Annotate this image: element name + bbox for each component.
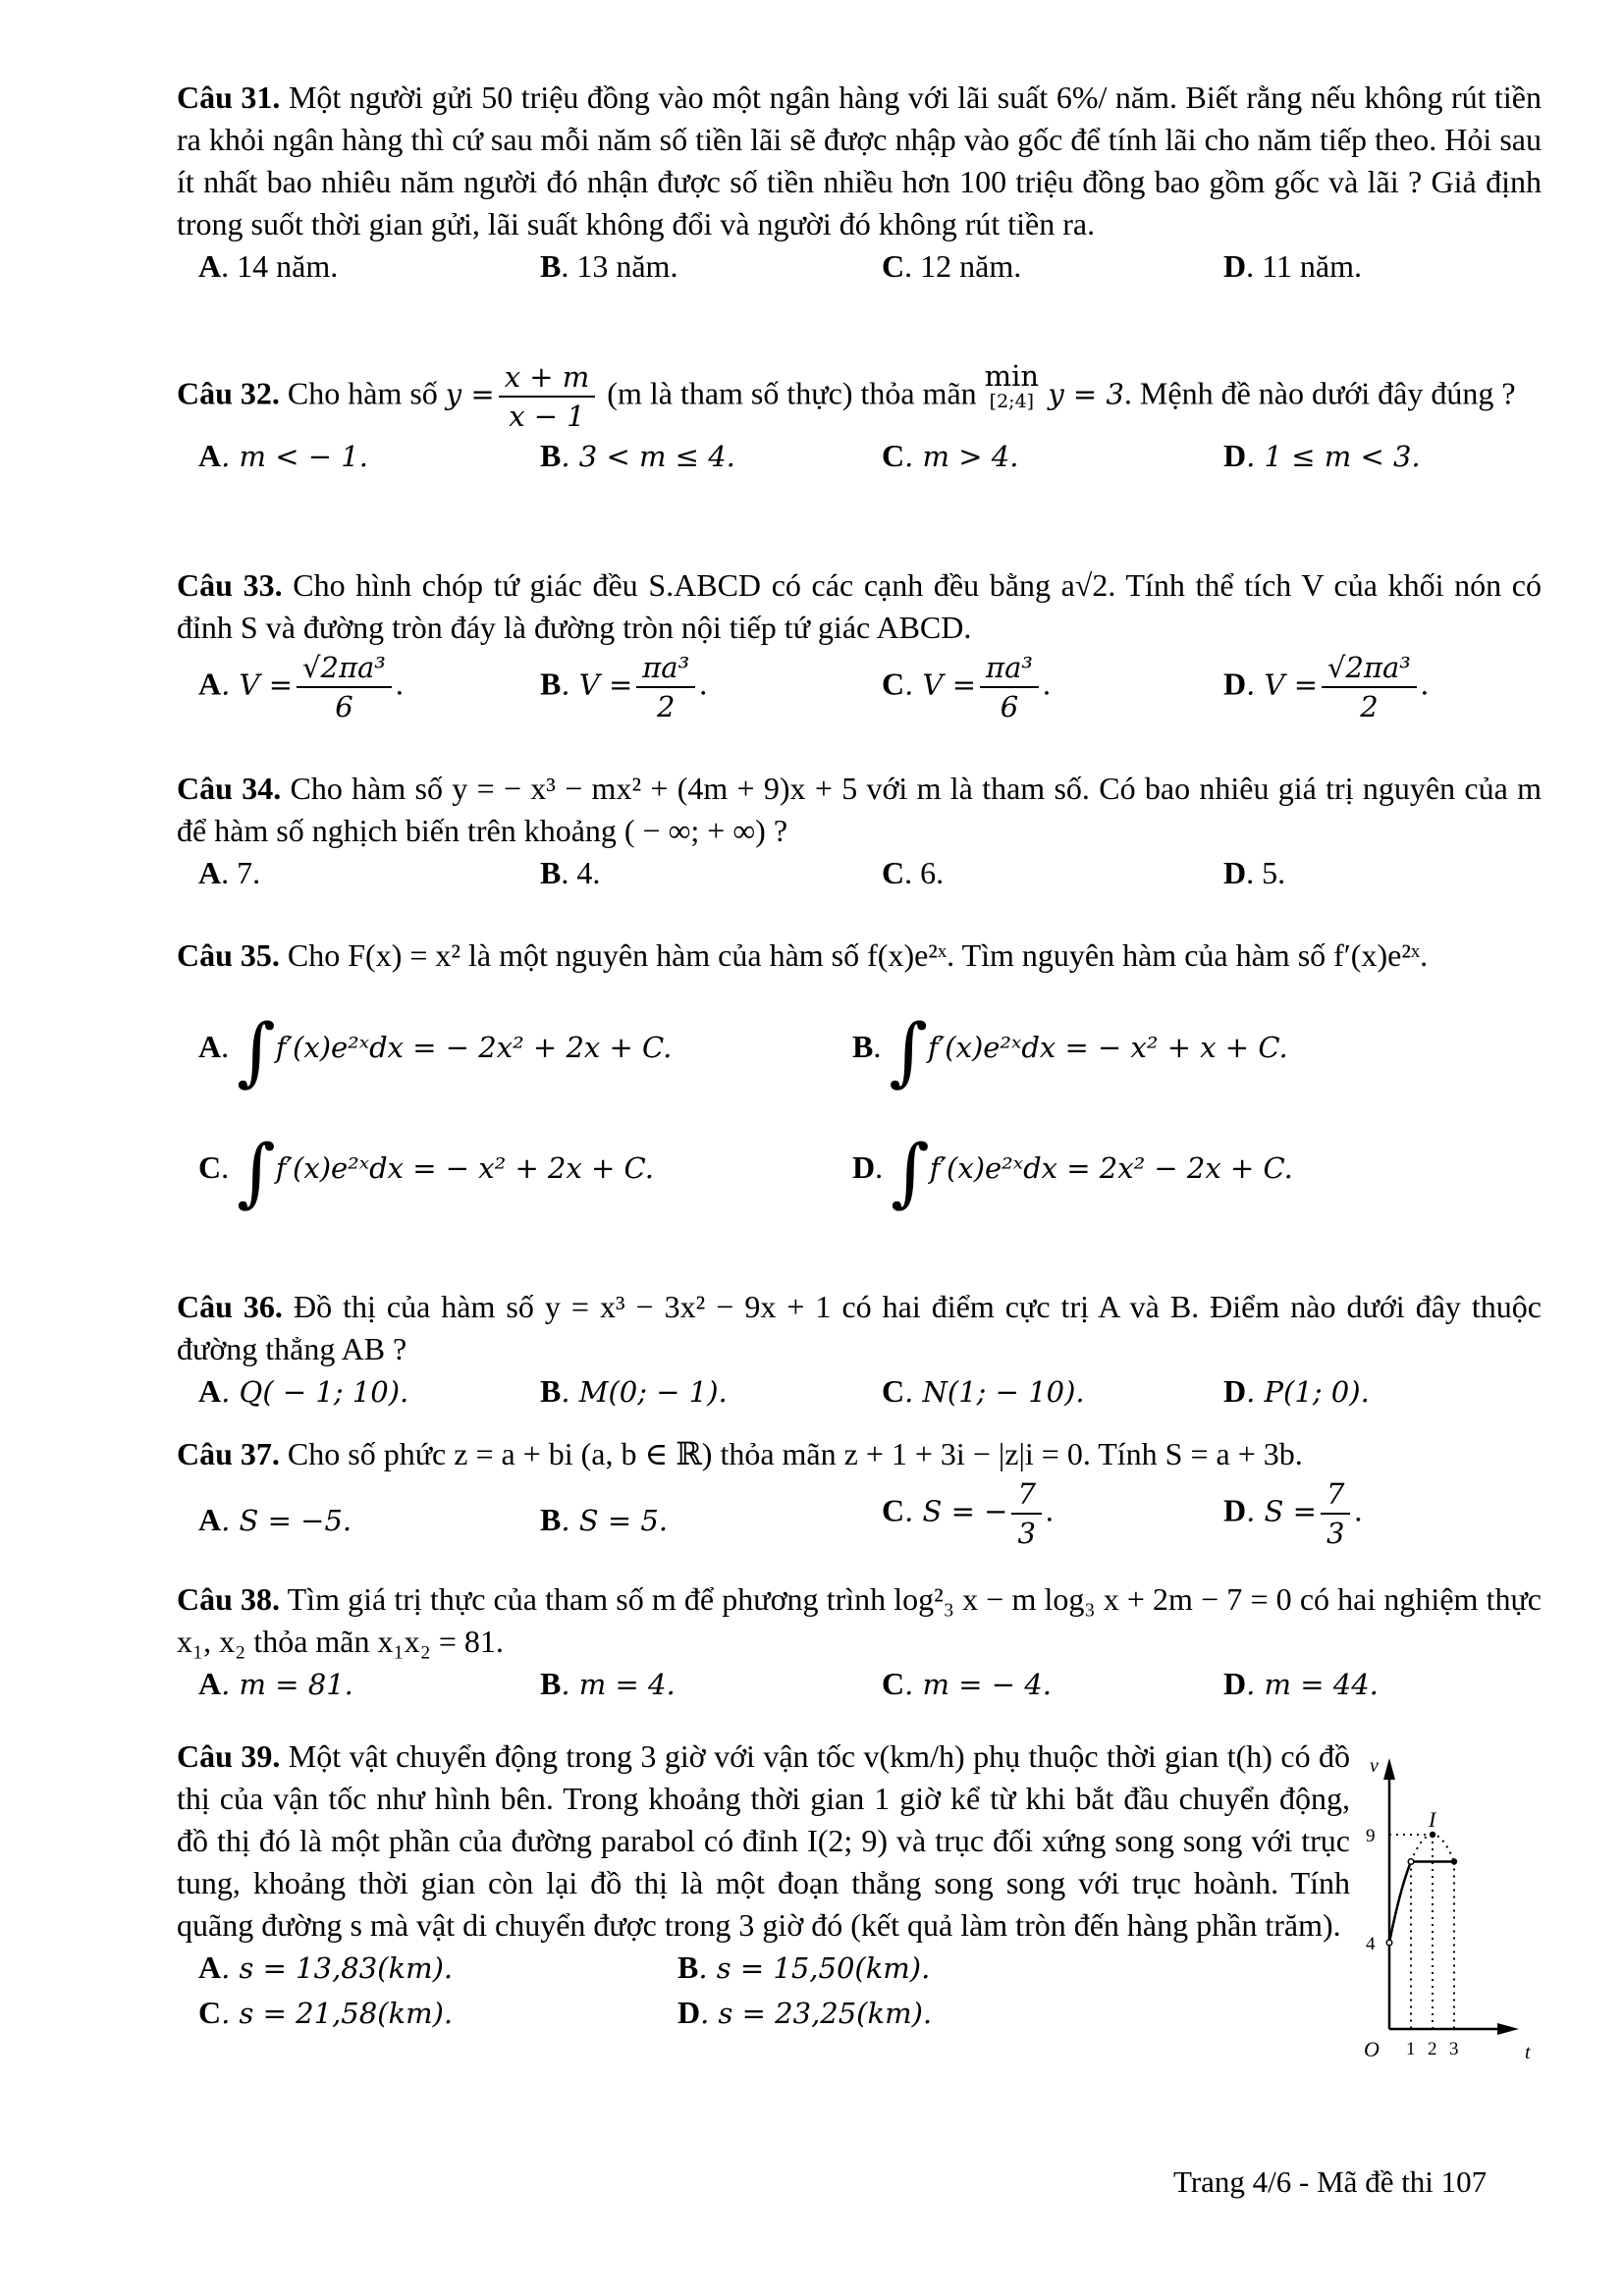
option-text: . m = 44. bbox=[1246, 1668, 1379, 1701]
option-b[interactable] bbox=[540, 852, 600, 894]
graph-guide-lines bbox=[1389, 1835, 1454, 2029]
option-d[interactable]: D. S = $\frac{7}{3}$ . bbox=[1223, 1477, 1363, 1550]
fraction-numerator: 7 bbox=[1326, 1477, 1345, 1511]
fraction-numerator: πa³ bbox=[642, 651, 690, 684]
option-lhs: . S = bbox=[1246, 1494, 1317, 1528]
options-row bbox=[177, 852, 1542, 897]
option-b[interactable] bbox=[540, 435, 735, 478]
option-text: . 12 năm. bbox=[904, 248, 1022, 284]
option-text: . 3 < m ≤ 4. bbox=[561, 440, 735, 473]
question-label: Câu 34. bbox=[177, 771, 282, 806]
option-letter: C bbox=[882, 1666, 905, 1701]
end-point bbox=[1451, 1858, 1457, 1864]
options-row bbox=[177, 1992, 1350, 2037]
question-label: Câu 37. bbox=[177, 1436, 280, 1471]
option-text: . 5. bbox=[1246, 855, 1286, 890]
option-text: . m = 4. bbox=[561, 1668, 676, 1701]
option-letter: A bbox=[198, 666, 222, 702]
question-36 bbox=[177, 1286, 1542, 1415]
page-footer: Trang 4/6 - Mã đề thi 107 bbox=[1173, 2164, 1488, 2199]
option-c[interactable]: C. V = $\frac{\text{πa³}}{6}$ . bbox=[882, 651, 1051, 723]
option-letter: C bbox=[882, 248, 905, 284]
min-label: min bbox=[984, 359, 1040, 393]
option-letter: D bbox=[677, 1995, 701, 2030]
integral-icon: ∫ bbox=[889, 1007, 928, 1095]
options-row bbox=[177, 1475, 1542, 1566]
y-tick-label: 9 bbox=[1366, 1826, 1376, 1846]
question-label: Câu 31. bbox=[177, 80, 281, 115]
option-b[interactable] bbox=[540, 245, 677, 288]
min-operator bbox=[985, 358, 1039, 410]
parabola-solid-curve bbox=[1389, 1862, 1411, 1944]
option-letter: C bbox=[882, 438, 905, 473]
option-letter: A bbox=[198, 438, 222, 473]
option-a[interactable] bbox=[198, 1947, 453, 1990]
options-row bbox=[177, 245, 1542, 291]
question-text: Đồ thị của hàm số y = x³ − 3x² − 9x + 1 có hai điểm cực trị A và B. Điểm nào dưới đây thuộc đường thẳng AB ? bbox=[177, 1289, 1543, 1366]
option-lhs: . S = − bbox=[904, 1494, 1008, 1528]
option-text: . m < − 1. bbox=[221, 440, 368, 473]
option-a[interactable] bbox=[198, 1499, 352, 1542]
question-text: Cho số phức z = a + bi (a, b ∈ ℝ) thỏa mãn z + 1 + 3i − |z|i = 0. Tính S = a + 3b. bbox=[279, 1436, 1303, 1471]
question-text: Tìm giá trị thực của tham số m để phương trình log²₃ x − m log₃ x + 2m − 7 = 0 có hai nghiệm thực x₁, x₂ thỏa mãn x₁x₂ = 81. bbox=[177, 1581, 1543, 1659]
question-text: Cho hình chóp tứ giác đều S.ABCD có các cạnh đều bằng a√2. Tính thể tích V của khối nón có đỉnh S và đường tròn đáy là đường tròn nội tiếp tứ giác ABCD. bbox=[177, 567, 1542, 645]
option-d[interactable] bbox=[1223, 852, 1285, 894]
integral-icon: ∫ bbox=[237, 1007, 276, 1095]
fraction-numerator: √2πa³ bbox=[302, 651, 386, 684]
question-text: Cho hàm số bbox=[279, 375, 446, 411]
min-subscript: [2;4] bbox=[989, 391, 1035, 412]
x-axis-label: t bbox=[1525, 2042, 1531, 2063]
option-lhs: . V = bbox=[561, 667, 633, 702]
fraction bbox=[499, 358, 596, 435]
question-34 bbox=[177, 768, 1542, 897]
math-lhs: y = bbox=[445, 377, 495, 411]
option-letter: C bbox=[198, 1995, 222, 2030]
question-label: Câu 32. bbox=[177, 375, 280, 411]
fraction-denominator: 2 bbox=[1322, 686, 1417, 725]
velocity-time-graph bbox=[1360, 1752, 1556, 2076]
option-letter: B bbox=[540, 855, 562, 890]
question-text: . Mệnh đề nào dưới đây đúng ? bbox=[1123, 375, 1516, 411]
option-letter: D bbox=[1223, 438, 1247, 473]
fraction-numerator: x + m bbox=[504, 360, 590, 394]
option-letter: A bbox=[198, 248, 222, 284]
option-text: . 11 năm. bbox=[1246, 248, 1363, 284]
y-axis-arrow-icon bbox=[1383, 1758, 1395, 1780]
fraction bbox=[1321, 1475, 1350, 1552]
option-text: . 1 ≤ m < 3. bbox=[1246, 440, 1421, 473]
graph-points bbox=[1386, 1832, 1457, 1946]
option-letter: B bbox=[540, 1666, 562, 1701]
option-d[interactable] bbox=[1223, 1663, 1379, 1706]
y-axis-label: v bbox=[1370, 1755, 1379, 1777]
fraction bbox=[636, 649, 695, 725]
question-text: Cho F(x) = x² là một nguyên hàm của hàm số f(x)e²ˣ. Tìm nguyên hàm của hàm số f′(x)e²ˣ. bbox=[279, 937, 1429, 973]
option-text: . S = 5. bbox=[561, 1504, 669, 1537]
option-c[interactable] bbox=[882, 1370, 1085, 1414]
option-letter: D bbox=[1223, 855, 1247, 890]
option-d[interactable] bbox=[677, 1992, 932, 2035]
option-letter: A bbox=[198, 1029, 222, 1064]
question-32 bbox=[177, 358, 1542, 480]
option-a[interactable] bbox=[198, 1663, 353, 1706]
option-letter: A bbox=[198, 1666, 222, 1701]
fraction-denominator: 2 bbox=[636, 686, 695, 725]
options-row bbox=[177, 649, 1542, 737]
option-c[interactable] bbox=[882, 435, 1018, 478]
question-label: Câu 38. bbox=[177, 1581, 281, 1617]
option-d[interactable] bbox=[1223, 435, 1421, 478]
option-b[interactable]: B. ∫f′(x)e²ˣdx = − x² + x + C. bbox=[852, 1007, 1288, 1095]
integrand: f′(x)e²ˣdx = bbox=[275, 1031, 437, 1064]
integral-icon: ∫ bbox=[891, 1128, 930, 1215]
option-text: . 14 năm. bbox=[221, 248, 339, 284]
option-text: . N(1; − 10). bbox=[904, 1375, 1085, 1409]
question-text: Một người gửi 50 triệu đồng vào một ngân hàng với lãi suất 6%/ năm. Biết rằng nếu không rút tiền ra khỏi ngân hàng thì cứ sau mỗi năm số tiền lãi sẽ được nhập vào gốc để tính lãi cho năm tiếp theo. Hỏi sau ít nhất bao nhiêu năm người đó nhận được số tiền nhiều hơn 100 triệu đồng bao gồm gốc và lãi ? Giả định trong suốt thời gian gửi, lãi suất không đổi và người đó không rút tiền ra. bbox=[177, 80, 1543, 241]
fraction-denominator: 6 bbox=[980, 686, 1039, 725]
option-d[interactable]: D. V = $\frac{\text{√2πa³}}{2}$ . bbox=[1223, 651, 1429, 723]
option-rhs: − x² + 2x + C. bbox=[436, 1151, 654, 1185]
question-label: Câu 33. bbox=[177, 567, 283, 603]
option-text: . m > 4. bbox=[904, 440, 1019, 473]
option-text: . s = 13,83(km). bbox=[221, 1951, 454, 1985]
option-c[interactable] bbox=[882, 1663, 1052, 1706]
vertex-point bbox=[1430, 1832, 1435, 1838]
question-35 bbox=[177, 934, 1542, 1242]
option-b[interactable]: B. V = $\frac{\text{πa³}}{2}$ . bbox=[540, 651, 708, 723]
option-text: . Q( − 1; 10). bbox=[221, 1375, 409, 1409]
integrand: f′(x)e²ˣdx = bbox=[275, 1151, 437, 1185]
option-letter: A bbox=[198, 1502, 222, 1537]
question-text: Cho hàm số y = − x³ − mx² + (4m + 9)x + 5 với m là tham số. Có bao nhiêu giá trị nguyên của m để hàm số nghịch biến trên khoảng ( − ∞; + ∞) ? bbox=[177, 771, 1543, 848]
option-text: . m = 81. bbox=[221, 1668, 353, 1701]
option-lhs: . V = bbox=[221, 667, 294, 702]
question-38 bbox=[177, 1578, 1542, 1708]
option-text: . m = − 4. bbox=[904, 1668, 1052, 1701]
option-text: . 13 năm. bbox=[561, 248, 678, 284]
option-letter: D bbox=[1223, 248, 1247, 284]
question-text: Một vật chuyển động trong 3 giờ với vận tốc v(km/h) phụ thuộc thời gian t(h) có đồ thị của vận tốc như hình bên. Trong khoảng thời gian 1 giờ kể từ khi bắt đầu chuyển động, đồ thị đó là một phần của đường parabol có đỉnh I(2; 9) và trục đối xứng song song với trục tung, khoảng thời gian còn lại đồ thị là một đoạn thẳng song song với trục hoành. Tính quãng đường s mà vật di chuyển được trong 3 giờ đó (kết quả làm tròn đến hàng phần trăm). bbox=[177, 1738, 1351, 1943]
y-tick-label: 4 bbox=[1366, 1934, 1376, 1954]
option-letter: A bbox=[198, 855, 222, 890]
option-a[interactable] bbox=[198, 1370, 408, 1414]
options-row bbox=[177, 435, 1542, 480]
fraction-numerator: 7 bbox=[1017, 1477, 1036, 1511]
option-b[interactable] bbox=[540, 1370, 728, 1414]
option-letter: C bbox=[882, 1373, 905, 1409]
options-row bbox=[177, 1370, 1542, 1415]
x-tick-label: 1 bbox=[1406, 2039, 1416, 2059]
option-c[interactable] bbox=[198, 1992, 453, 2035]
option-a[interactable] bbox=[198, 245, 338, 288]
question-label: Câu 39. bbox=[177, 1738, 281, 1774]
option-letter: C bbox=[198, 1149, 222, 1185]
question-stem bbox=[177, 358, 1542, 435]
option-d[interactable]: D. ∫f′(x)e²ˣdx = 2x² − 2x + C. bbox=[852, 1128, 1293, 1215]
option-letter: B bbox=[540, 1373, 562, 1409]
option-letter: C bbox=[882, 1492, 905, 1528]
option-c[interactable]: C. S = − $\frac{7}{3}$ . bbox=[882, 1477, 1054, 1550]
option-rhs: − x² + x + C. bbox=[1088, 1031, 1288, 1064]
option-text: . s = 21,58(km). bbox=[221, 1997, 454, 2030]
option-letter: B bbox=[677, 1949, 699, 1985]
math-expression: y = 3 bbox=[1039, 377, 1124, 411]
option-rhs: − 2x² + 2x + C. bbox=[436, 1031, 673, 1064]
option-a[interactable]: A. ∫f′(x)e²ˣdx = − 2x² + 2x + C. bbox=[198, 1007, 673, 1095]
parabola-dotted-curve bbox=[1411, 1835, 1454, 1862]
fraction-denominator: 3 bbox=[1011, 1513, 1041, 1552]
options-row bbox=[177, 1663, 1542, 1708]
option-letter: D bbox=[1223, 666, 1247, 702]
options-row bbox=[177, 996, 1542, 1119]
option-d[interactable] bbox=[1223, 245, 1362, 288]
option-rhs: 2x² − 2x + C. bbox=[1090, 1151, 1293, 1185]
option-b[interactable] bbox=[677, 1947, 930, 1990]
question-33 bbox=[177, 564, 1542, 737]
option-text: . s = 15,50(km). bbox=[698, 1951, 931, 1985]
option-b[interactable] bbox=[540, 1663, 676, 1706]
option-letter: D bbox=[1223, 1666, 1247, 1701]
option-letter: D bbox=[852, 1149, 876, 1185]
question-label: Câu 35. bbox=[177, 937, 280, 973]
option-c[interactable] bbox=[882, 245, 1021, 288]
x-axis-arrow-icon bbox=[1497, 2023, 1519, 2035]
option-lhs: . V = bbox=[904, 667, 977, 702]
option-letter: B bbox=[540, 248, 562, 284]
integrand: f′(x)e²ˣdx = bbox=[927, 1031, 1089, 1064]
option-c[interactable] bbox=[882, 852, 944, 894]
fraction bbox=[1011, 1475, 1041, 1552]
option-text: . P(1; 0). bbox=[1246, 1375, 1370, 1409]
fraction-denominator: 3 bbox=[1321, 1513, 1350, 1552]
fraction-numerator: πa³ bbox=[986, 651, 1033, 684]
option-text: . M(0; − 1). bbox=[561, 1375, 728, 1409]
option-a[interactable] bbox=[198, 852, 260, 894]
fraction bbox=[980, 649, 1039, 725]
option-letter: B bbox=[852, 1029, 874, 1064]
start-point bbox=[1386, 1940, 1392, 1946]
option-text: . 7. bbox=[221, 855, 261, 890]
fraction bbox=[1322, 649, 1417, 725]
option-text: . 6. bbox=[904, 855, 945, 890]
option-text: . 4. bbox=[561, 855, 601, 890]
integral-icon: ∫ bbox=[237, 1128, 276, 1215]
x-tick-label: 3 bbox=[1449, 2039, 1459, 2059]
option-letter: A bbox=[198, 1949, 222, 1985]
x-tick-label: 2 bbox=[1428, 2039, 1437, 2059]
option-letter: D bbox=[1223, 1373, 1247, 1409]
question-37 bbox=[177, 1433, 1542, 1566]
option-c[interactable]: C. ∫f′(x)e²ˣdx = − x² + 2x + C. bbox=[198, 1128, 654, 1215]
fraction-denominator: 6 bbox=[297, 686, 392, 725]
question-39 bbox=[177, 1735, 1350, 2037]
option-a[interactable]: A. V = $\frac{\text{√2πa³}}{6}$ . bbox=[198, 651, 404, 723]
fraction-denominator: x − 1 bbox=[499, 396, 596, 435]
option-letter: B bbox=[540, 666, 562, 702]
fraction-numerator: √2πa³ bbox=[1327, 651, 1411, 684]
option-b[interactable] bbox=[540, 1499, 668, 1542]
vertex-label: I bbox=[1429, 1807, 1436, 1832]
question-text: (m là tham số thực) thỏa mãn bbox=[599, 375, 985, 411]
option-d[interactable] bbox=[1223, 1370, 1370, 1414]
fraction bbox=[297, 649, 392, 725]
options-row bbox=[177, 1947, 1350, 1992]
question-label: Câu 36. bbox=[177, 1289, 283, 1324]
option-a[interactable] bbox=[198, 435, 368, 478]
option-letter: B bbox=[540, 1502, 562, 1537]
junction-point bbox=[1408, 1859, 1414, 1865]
option-letter: A bbox=[198, 1373, 222, 1409]
option-text: . S = −5. bbox=[221, 1504, 352, 1537]
integrand: f′(x)e²ˣdx = bbox=[929, 1151, 1091, 1185]
option-lhs: . V = bbox=[1246, 667, 1319, 702]
option-letter: D bbox=[1223, 1492, 1247, 1528]
option-text: . s = 23,25(km). bbox=[700, 1997, 933, 2030]
option-letter: C bbox=[882, 666, 905, 702]
option-letter: B bbox=[540, 438, 562, 473]
question-31 bbox=[177, 77, 1542, 291]
options-row bbox=[177, 1119, 1542, 1242]
option-letter: C bbox=[882, 855, 905, 890]
origin-label: O bbox=[1364, 2037, 1380, 2061]
